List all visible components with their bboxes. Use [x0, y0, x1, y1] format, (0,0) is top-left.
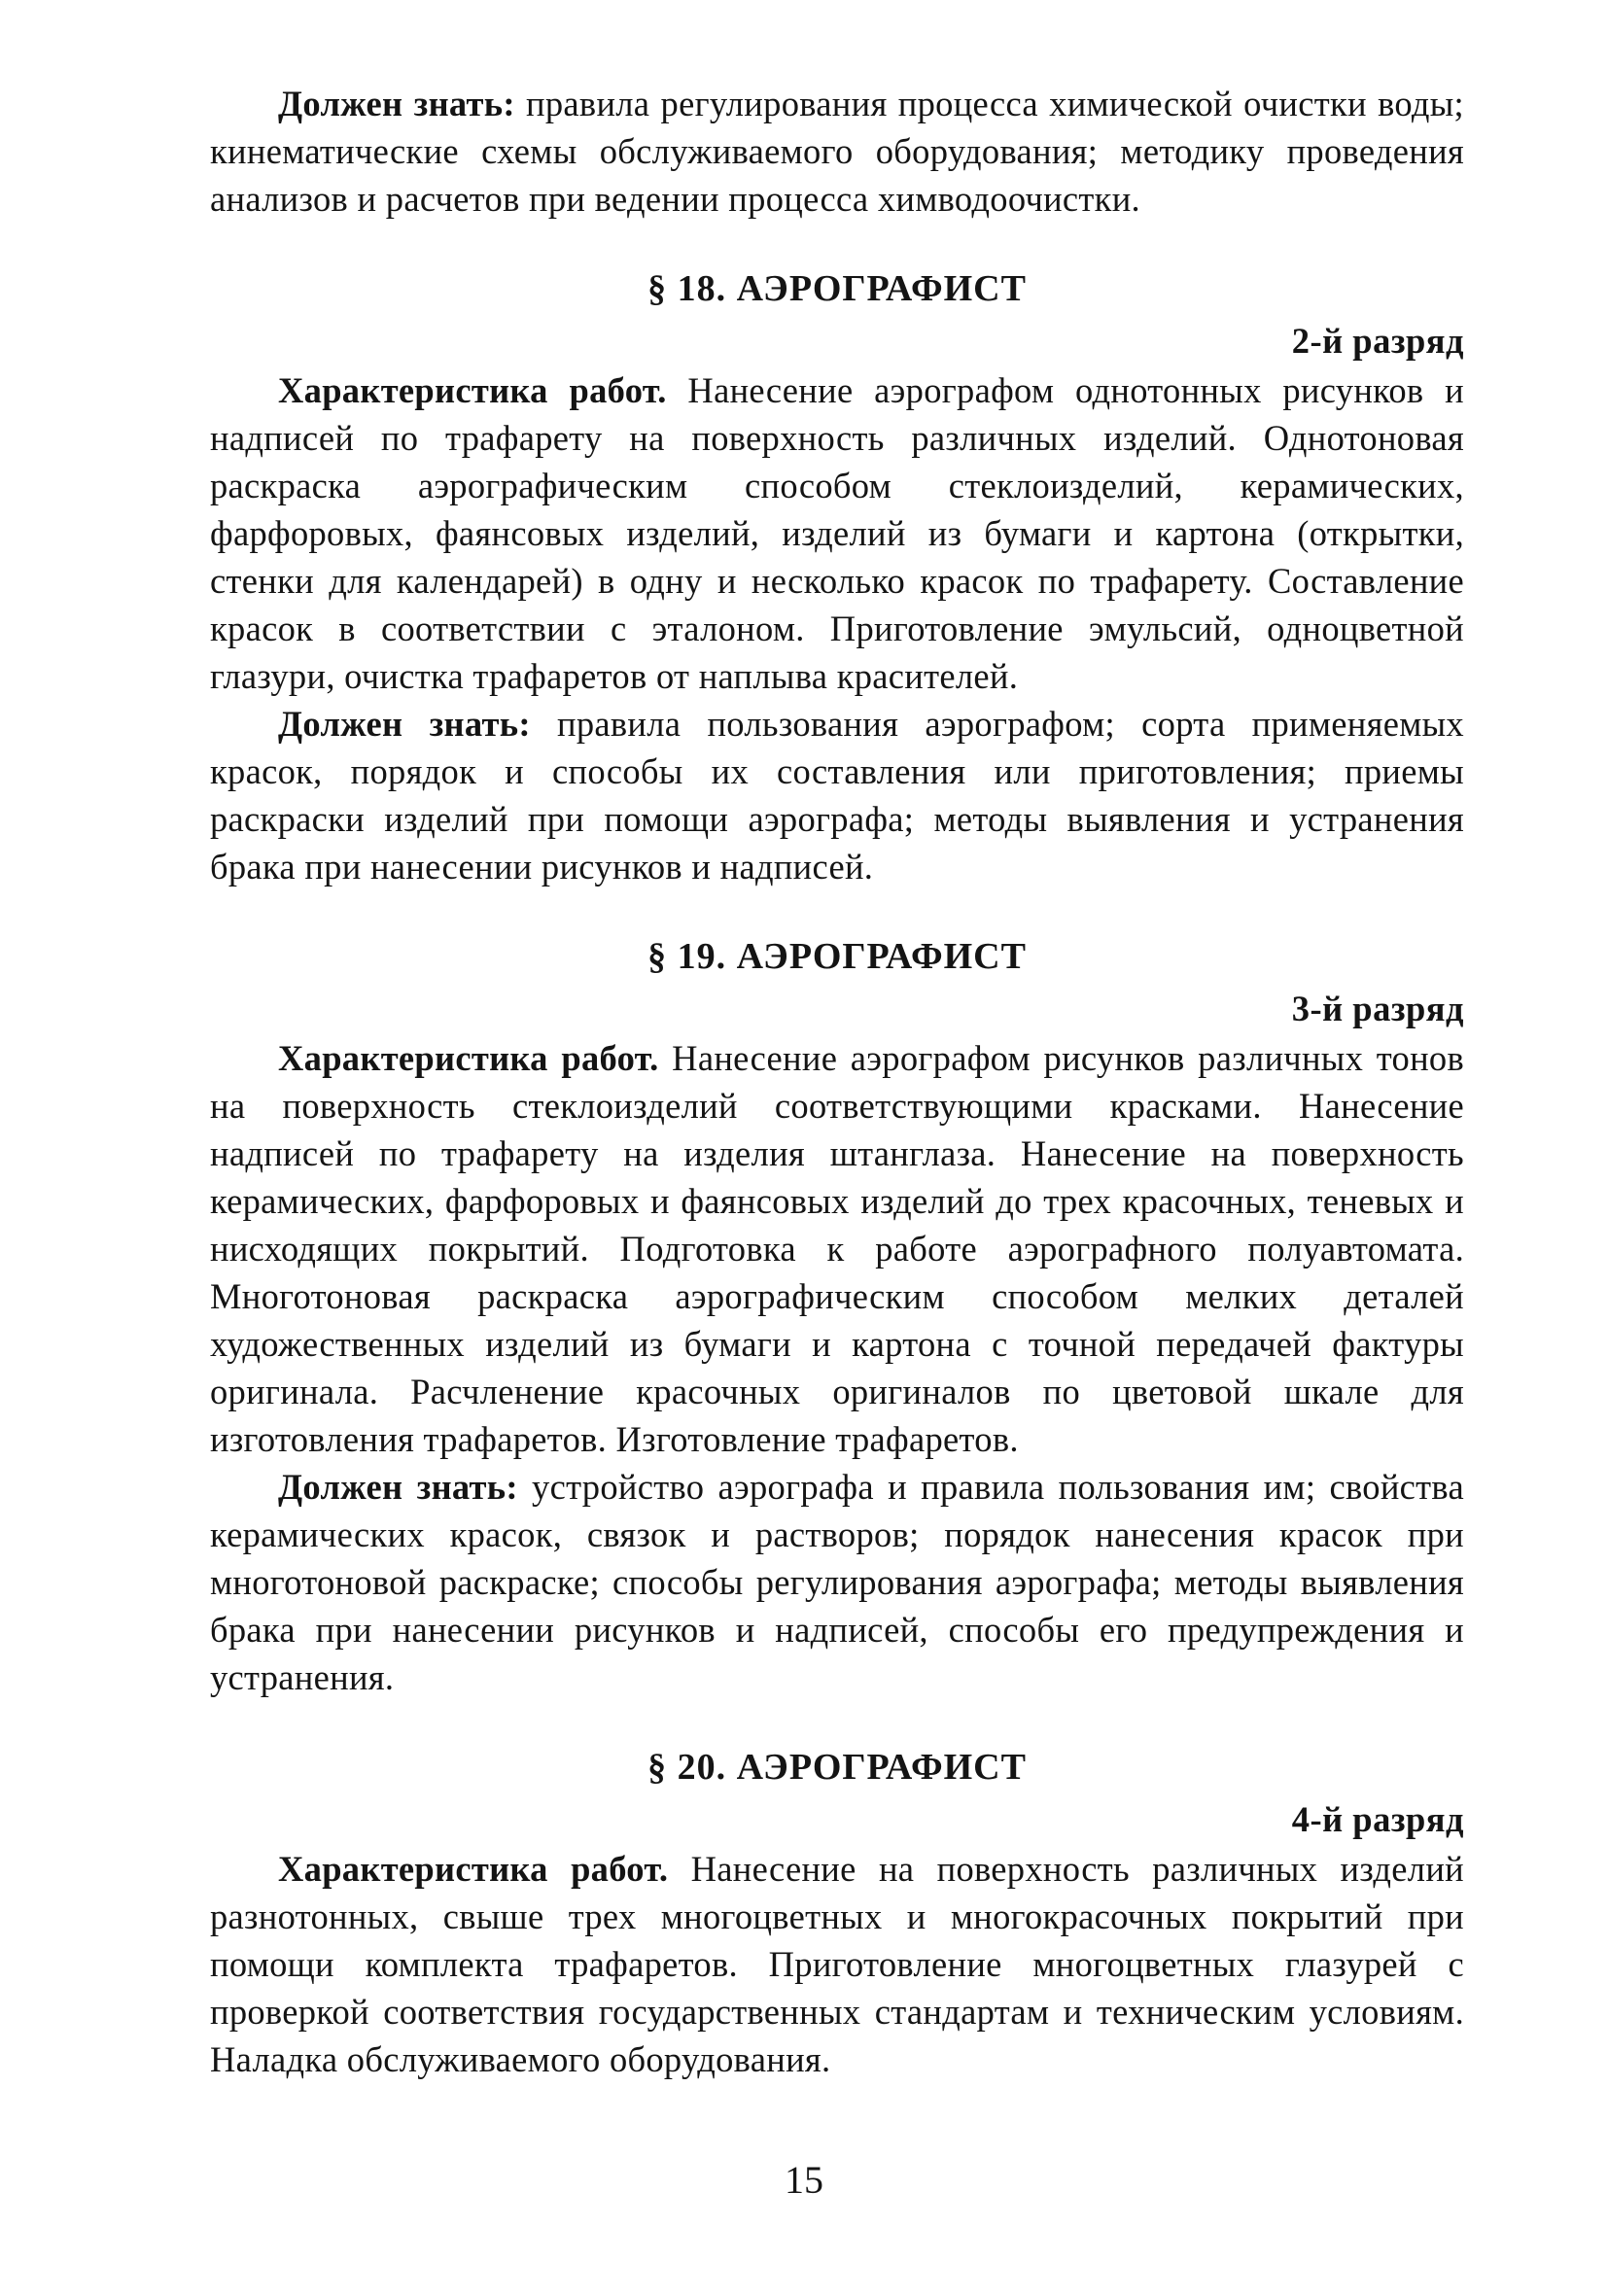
section-19-characteristic-lead: Характеристика работ. [278, 1038, 659, 1078]
section-20-title: § 20. АЭРОГРАФИСТ [647, 1747, 1027, 1788]
section-18-characteristic [210, 366, 1464, 700]
section-19-knowledge [210, 1463, 1464, 1701]
section-20-characteristic-lead: Характеристика работ. [278, 1849, 669, 1889]
section-19-knowledge-text: устройство аэрографа и правила пользования им; свойства керамических красок, связок и растворов; порядок нанесения красок при многотоновой раскраске; способы регулирования аэрографа; методы выявления брака при нанесении рисунков и надписей, способы его предупреждения и устранения. [210, 1467, 1464, 1697]
section-19-characteristic [210, 1034, 1464, 1463]
section-19-characteristic-text: Нанесение аэрографом рисунков различных тонов на поверхность стеклоизделий соответствующими красками. Нанесение надписей по трафарету на изделия штанглаза. Нанесение на поверхность керамических, фарфоровых и фаянсовых изделий до трех красочных, теневых и нисходящих покрытий. Подготовка к работе аэрографного полуавтомата. Многотоновая раскраска аэрографическим способом мелких деталей художественных изделий из бумаги и картона с точной передачей фактуры оригинала. Расчленение красочных оригиналов по цветовой шкале для изготовления трафаретов. Изготовление трафаретов. [210, 1038, 1465, 1459]
section-20-grade: 4-й разряд [1291, 1799, 1464, 1839]
section-18-knowledge-text: правила пользования аэрографом; сорта применяемых красок, порядок и способы их составления или приготовления; приемы раскраски изделий при помощи аэрографа; методы выявления и устранения брака при нанесении рисунков и надписей. [210, 704, 1464, 887]
section-18-grade: 2-й разряд [1291, 321, 1464, 361]
intro-paragraph [210, 80, 1464, 223]
page-number: 15 [785, 2158, 823, 2202]
section-19-knowledge-lead: Должен знать: [278, 1467, 518, 1507]
section-19-grade: 3-й разряд [1291, 989, 1464, 1028]
section-20-characteristic [210, 1845, 1464, 2083]
section-19-title: § 19. АЭРОГРАФИСТ [647, 936, 1027, 977]
intro-lead: Должен знать: [278, 84, 515, 123]
section-18-title: § 18. АЭРОГРАФИСТ [647, 268, 1027, 309]
section-18-knowledge-lead: Должен знать: [278, 704, 531, 744]
section-20-characteristic-text: Нанесение на поверхность различных изделий разнотонных, свыше трех многоцветных и многокрасочных покрытий при помощи комплекта трафаретов. Приготовление многоцветных глазурей с проверкой соответствия государственных стандартам и техническим условиям. Наладка обслуживаемого оборудования. [210, 1849, 1464, 2079]
section-18-characteristic-text: Нанесение аэрографом однотонных рисунков и надписей по трафарету на поверхность различных изделий. Однотоновая раскраска аэрографическим способом стеклоизделий, керамических, фарфоровых, фаянсовых изделий, изделий из бумаги и картона (открытки, стенки для календарей) в одну и несколько красок по трафарету. Составление красок в соответствии с эталоном. Приготовление эмульсий, одноцветной глазури, очистка трафаретов от наплыва красителей. [210, 370, 1465, 696]
intro-text: правила регулирования процесса химической очистки воды; кинематические схемы обслуживаемого оборудования; методику проведения анализов и расчетов при ведении процесса химводоочистки. [210, 84, 1464, 219]
section-18-knowledge [210, 700, 1464, 890]
page-content [210, 80, 1464, 2083]
section-18-characteristic-lead: Характеристика работ. [278, 370, 667, 410]
